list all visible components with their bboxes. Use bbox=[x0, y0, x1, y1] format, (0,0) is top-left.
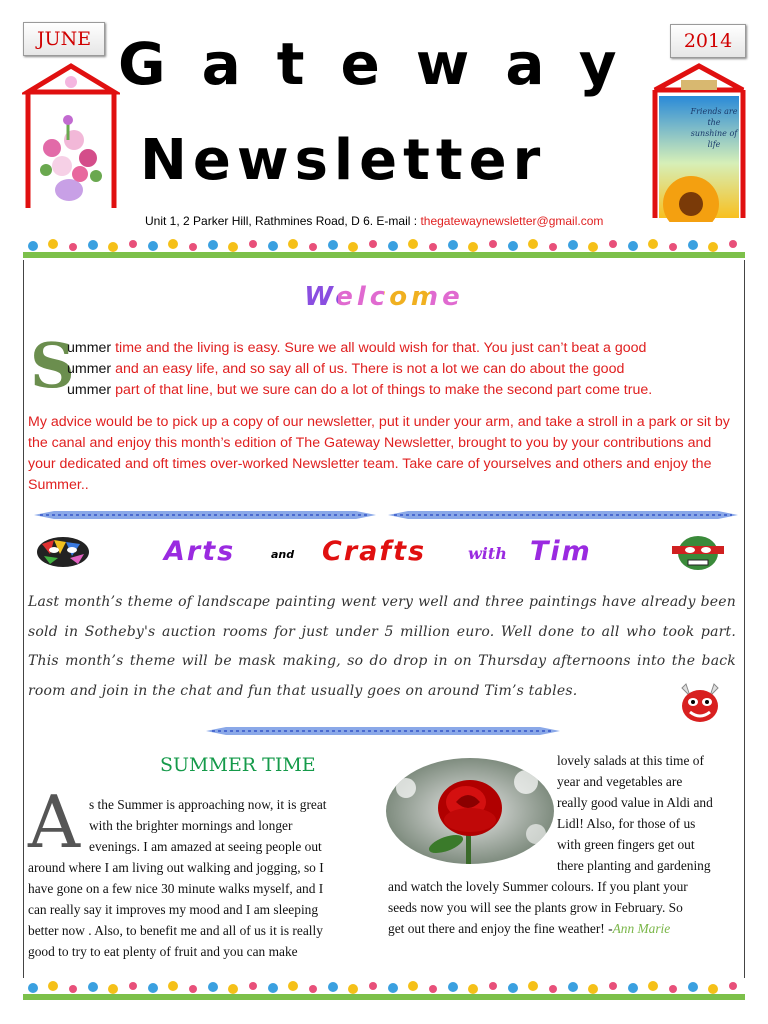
arts-crafts-heading bbox=[0, 536, 768, 570]
summer-right-line: seeds now you will see the plants grow in February. So bbox=[388, 900, 683, 915]
summer-right-line: really good value in Aldi and bbox=[557, 795, 713, 810]
flower-vase-house-icon bbox=[22, 62, 120, 212]
summer-left-line: evenings. I am amazed at seeing people out bbox=[89, 839, 322, 854]
author-name: Ann Marie bbox=[612, 921, 671, 936]
month-badge: JUNE bbox=[23, 22, 105, 56]
year-badge: 2014 bbox=[670, 24, 746, 58]
summer-right-line: with green fingers get out bbox=[557, 837, 695, 852]
advice-paragraph: My advice would be to pick up a copy of our newsletter, put it under your arm, and take a stroll in a park or sit by the canal and enjoy this month’s edition of The Gateway Newsletter, brought to you by your contributions and your dedicated and oft times over-worked Newsletter team. Take care of yourselves and others and enjoy the Summer.. bbox=[28, 414, 730, 493]
email-link[interactable]: thegatewaynewsletter@gmail.com bbox=[420, 214, 604, 228]
summer-left-line: can really say it improves my mood and I am sleeping bbox=[28, 902, 319, 917]
with-word: with bbox=[468, 544, 507, 563]
arts-word: Arts bbox=[164, 536, 236, 567]
summer-line-2: ummer and an easy life, and so say all of us. There is not a lot we can do about the good bbox=[67, 361, 625, 377]
divider-right bbox=[388, 510, 738, 520]
welcome-heading: Welcome bbox=[0, 282, 768, 312]
summer-left-line: s the Summer is approaching now, it is great bbox=[89, 797, 327, 812]
summer-left-full bbox=[28, 857, 324, 962]
summer-right-line: lovely salads at this time of bbox=[557, 753, 704, 768]
summer-time-heading: SUMMER TIME bbox=[160, 754, 316, 776]
crafts-word: Crafts bbox=[322, 536, 427, 567]
dropcap-s: S bbox=[30, 329, 75, 402]
summer-line-1: ummer time and the living is easy. Sure we all would wish for that. You just can’t beat a good bbox=[67, 340, 647, 356]
summer-left-line: have gone on a few nice 30 minute walks myself, and I bbox=[28, 881, 324, 896]
summer-right-line: there planting and gardening bbox=[557, 858, 711, 873]
summer-left-indented bbox=[89, 794, 327, 857]
and-word: and bbox=[271, 548, 295, 561]
summer-right-line: and watch the lovely Summer colours. If you plant your bbox=[388, 879, 688, 894]
tim-word: Tim bbox=[530, 536, 592, 567]
decorative-border-bottom bbox=[23, 978, 745, 1002]
summer-left-line: with the brighter mornings and longer bbox=[89, 818, 293, 833]
devil-mask-icon bbox=[676, 682, 724, 726]
summer-intro-lines bbox=[67, 338, 652, 401]
summer-right-top bbox=[557, 750, 713, 876]
summer-left-line: around where I am living out walking and jogging, so I bbox=[28, 860, 324, 875]
dropcap-a: A bbox=[28, 780, 80, 864]
summer-left-line: better now . Also, to benefit me and all of us it is really bbox=[28, 923, 323, 938]
address-text: Unit 1, 2 Parker Hill, Rathmines Road, D 6. E-mail : bbox=[145, 214, 421, 228]
title-gateway: Gateway bbox=[118, 30, 653, 98]
summer-line-3: ummer part of that line, but we sure can do a lot of things to make the second part come true. bbox=[67, 382, 653, 398]
summer-right-line: get out there and enjoy the fine weather! -Ann Marie bbox=[388, 921, 671, 936]
summer-right-bottom bbox=[388, 876, 688, 939]
title-newsletter: Newsletter bbox=[140, 128, 547, 193]
address-line bbox=[145, 214, 603, 228]
divider-left bbox=[34, 510, 376, 520]
summer-left-line: good to try to eat plenty of fruit and you can make bbox=[28, 944, 298, 959]
summer-right-line: Lidl! Also, for those of us bbox=[557, 816, 696, 831]
summer-right-line: year and vegetables are bbox=[557, 774, 683, 789]
arts-paragraph: Last month’s theme of landscape painting went very well and three paintings have already been sold in Sotheby's auction rooms for just under 5 million euro. Well done to all who took part. This month’s theme will be mask making, so do drop in on Thursday afternoons into the back room and join in the chat and fun that usually goes on around Tim’s tables. bbox=[28, 594, 736, 699]
divider-center bbox=[206, 726, 560, 736]
decorative-border-top bbox=[23, 236, 745, 260]
poster-text: Friends are the sunshine of life bbox=[690, 107, 738, 149]
red-rose-image bbox=[386, 758, 554, 864]
